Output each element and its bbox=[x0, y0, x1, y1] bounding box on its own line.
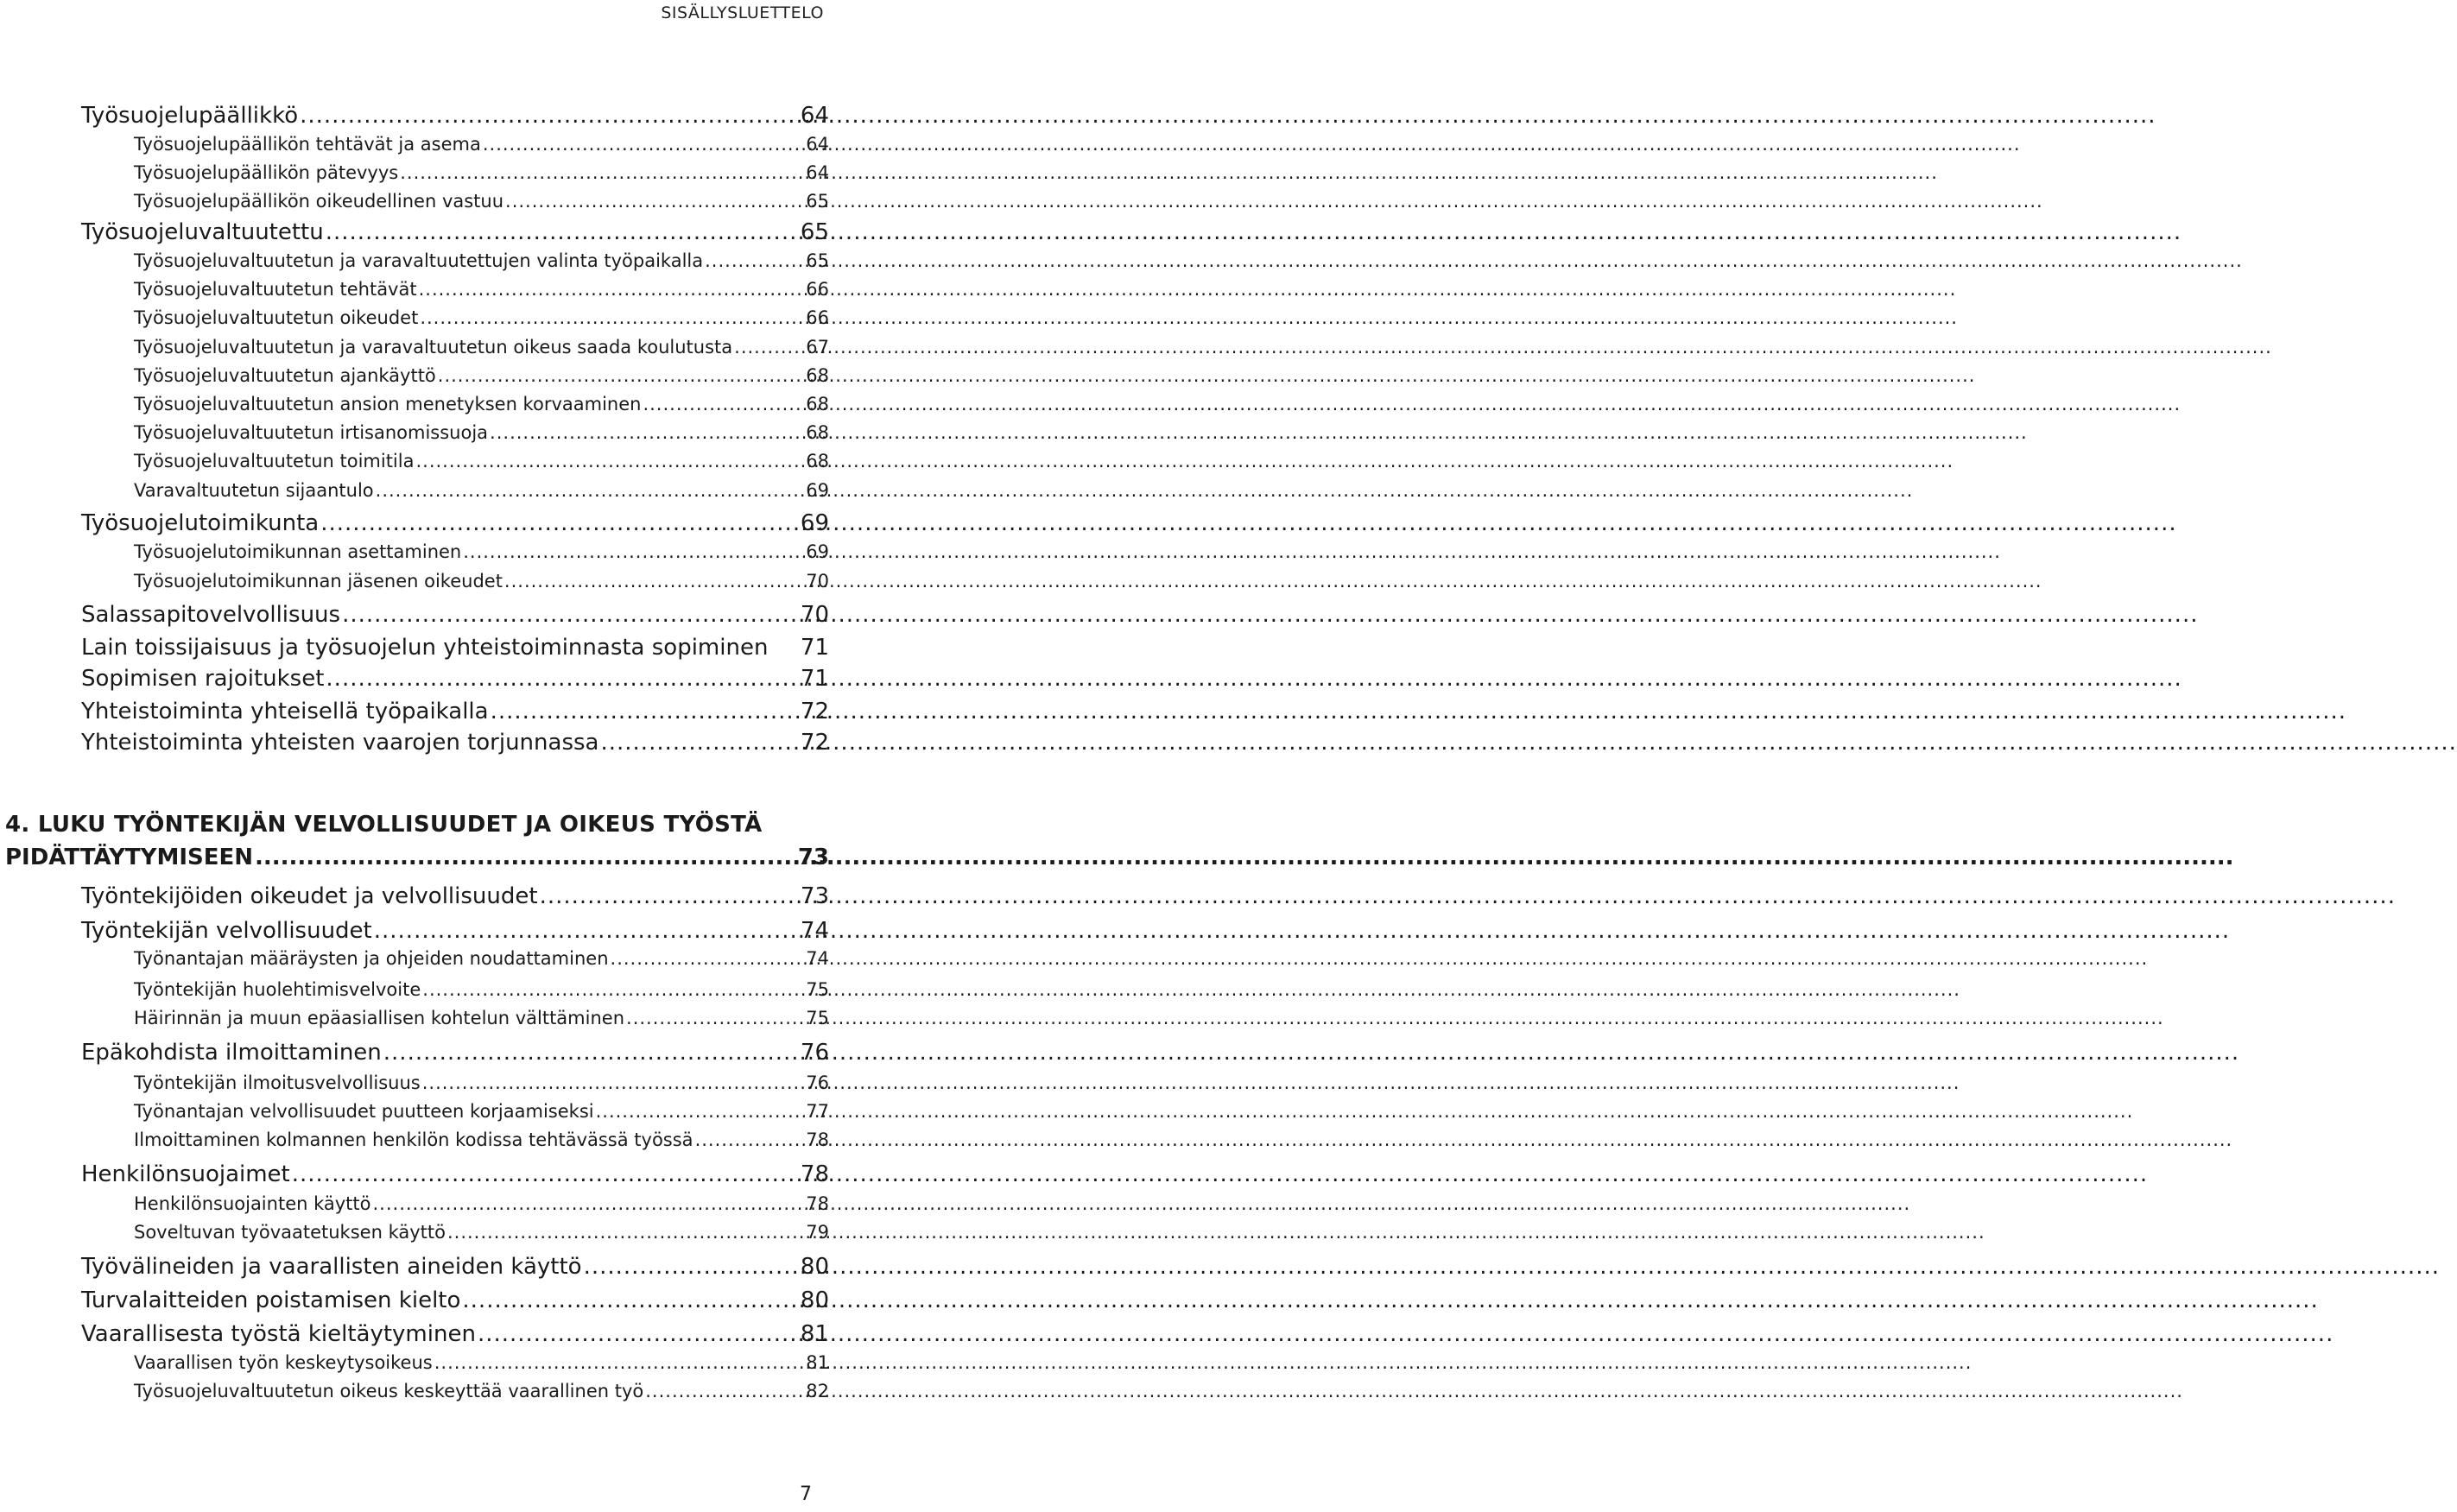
leader-dots bbox=[705, 250, 770, 271]
chapter-title-line-1: 4. LUKU TYÖNTEKIJÄN VELVOLLISUUDET JA OIKEUS TYÖSTÄ bbox=[5, 812, 763, 838]
toc-entry-page: 65 bbox=[800, 219, 829, 245]
toc-entry-page: 81 bbox=[800, 1321, 829, 1347]
leader-dots bbox=[505, 191, 770, 212]
leader-dots bbox=[596, 1101, 770, 1122]
toc-entry-title: Työsuojeluvaltuutetun tehtävät bbox=[134, 279, 417, 300]
toc-entry-title: Työntekijän ilmoitusvelvollisuus bbox=[134, 1072, 421, 1093]
leader-dots bbox=[438, 365, 770, 386]
toc-entry-title: Työntekijöiden oikeudet ja velvollisuudet bbox=[81, 883, 538, 909]
toc-entry-title: Työsuojelupäällikön oikeudellinen vastuu bbox=[134, 191, 504, 212]
toc-entry[interactable] bbox=[81, 602, 829, 628]
leader-dots bbox=[463, 541, 770, 562]
toc-entry-page: 78 bbox=[806, 1129, 829, 1150]
toc-entry-page: 69 bbox=[806, 480, 829, 501]
toc-subentry[interactable] bbox=[134, 422, 829, 443]
toc-subentry[interactable] bbox=[134, 1352, 829, 1373]
toc-entry-title: Työnantajan velvollisuudet puutteen korjaamiseksi bbox=[134, 1101, 594, 1122]
leader-dots bbox=[255, 845, 770, 870]
leader-dots bbox=[373, 1193, 771, 1214]
leader-dots bbox=[400, 162, 770, 183]
toc-entry-page: 76 bbox=[806, 1072, 829, 1093]
toc-entry-page: 79 bbox=[806, 1222, 829, 1243]
toc-entry-page: 75 bbox=[806, 1008, 829, 1028]
leader-dots bbox=[342, 602, 770, 628]
toc-entry-page: 77 bbox=[806, 1101, 829, 1122]
toc-entry-title: Työsuojeluvaltuutetun oikeus keskeyttää vaarallinen työ bbox=[134, 1381, 644, 1401]
leader-dots bbox=[584, 1254, 770, 1280]
toc-entry-title: Sopimisen rajoitukset bbox=[81, 666, 325, 692]
toc-subentry[interactable] bbox=[134, 307, 829, 328]
toc-entry-page: 64 bbox=[806, 162, 829, 183]
toc-entry-page: 78 bbox=[806, 1193, 829, 1214]
toc-entry-title: Työsuojelutoimikunta bbox=[81, 510, 320, 536]
leader-dots bbox=[376, 480, 770, 501]
toc-entry[interactable] bbox=[81, 1287, 829, 1313]
toc-entry-page: 64 bbox=[800, 103, 829, 129]
leader-dots bbox=[643, 394, 770, 414]
toc-entry-title: Työsuojelupäällikkö bbox=[81, 103, 299, 129]
leader-dots bbox=[320, 510, 770, 536]
toc-entry-title: Työsuojeluvaltuutetun toimitila bbox=[134, 451, 415, 471]
toc-entry-page: 80 bbox=[800, 1287, 829, 1313]
toc-entry[interactable] bbox=[81, 1161, 829, 1187]
toc-entry-title: Työsuojelupäällikön tehtävät ja asema bbox=[134, 134, 481, 155]
toc-entry-page: 68 bbox=[806, 451, 829, 471]
toc-entry-page: 68 bbox=[806, 365, 829, 386]
leader-dots bbox=[483, 134, 770, 155]
leader-dots bbox=[645, 1381, 770, 1401]
leader-dots bbox=[695, 1129, 770, 1150]
toc-entry-page: 74 bbox=[806, 948, 829, 969]
leader-dots bbox=[491, 699, 770, 724]
toc-subentry[interactable] bbox=[134, 1222, 829, 1243]
leader-dots bbox=[462, 1287, 770, 1313]
leader-dots bbox=[383, 1040, 770, 1066]
toc-entry-title: Työsuojelutoimikunnan jäsenen oikeudet bbox=[134, 571, 503, 592]
toc-subentry[interactable] bbox=[134, 279, 829, 300]
toc-entry-title: Häirinnän ja muun epäasiallisen kohtelun välttäminen bbox=[134, 1008, 625, 1028]
toc-entry-page: 66 bbox=[806, 279, 829, 300]
toc-entry-title: Työntekijän velvollisuudet bbox=[81, 918, 372, 944]
leader-dots bbox=[422, 979, 770, 1000]
chapter-heading bbox=[5, 812, 763, 838]
toc-entry-title: Työsuojeluvaltuutetun ja varavaltuutetun oikeus saada koulutusta bbox=[134, 337, 733, 357]
toc-entry[interactable] bbox=[81, 103, 829, 129]
toc-entry-title: Varavaltuutetun sijaantulo bbox=[134, 480, 374, 501]
toc-entry-page: 76 bbox=[800, 1040, 829, 1066]
toc-entry[interactable] bbox=[81, 635, 829, 661]
leader-dots bbox=[447, 1222, 770, 1243]
toc-entry-title: Epäkohdista ilmoittaminen bbox=[81, 1040, 382, 1066]
toc-entry-title: Työsuojelutoimikunnan asettaminen bbox=[134, 541, 462, 562]
toc-entry-page: 72 bbox=[800, 699, 829, 724]
toc-subentry[interactable] bbox=[134, 979, 829, 1000]
toc-subentry[interactable] bbox=[134, 480, 829, 501]
toc-subentry[interactable] bbox=[134, 1072, 829, 1093]
leader-dots bbox=[292, 1161, 770, 1187]
toc-entry-page: 71 bbox=[800, 666, 829, 692]
toc-subentry[interactable] bbox=[134, 1101, 829, 1122]
toc-entry-page: 73 bbox=[800, 883, 829, 909]
running-header: SISÄLLYSLUETTELO bbox=[661, 3, 824, 22]
chapter-page: 73 bbox=[797, 845, 829, 870]
toc-entry-page: 80 bbox=[800, 1254, 829, 1280]
leader-dots bbox=[626, 1008, 770, 1028]
toc-subentry[interactable] bbox=[134, 162, 829, 183]
toc-entry-title: Yhteistoiminta yhteisellä työpaikalla bbox=[81, 699, 489, 724]
toc-subentry[interactable] bbox=[134, 1008, 829, 1028]
toc-entry[interactable] bbox=[81, 219, 829, 245]
toc-entry-page: 65 bbox=[806, 191, 829, 212]
leader-dots bbox=[422, 1072, 770, 1093]
toc-entry-page: 69 bbox=[806, 541, 829, 562]
toc-entry-title: Työsuojelupäällikön pätevyys bbox=[134, 162, 399, 183]
toc-subentry[interactable] bbox=[134, 451, 829, 471]
toc-entry-title: Ilmoittaminen kolmannen henkilön kodissa tehtävässä työssä bbox=[134, 1129, 693, 1150]
toc-entry-title: Työvälineiden ja vaarallisten aineiden käyttö bbox=[81, 1254, 582, 1280]
toc-entry-title: Yhteistoiminta yhteisten vaarojen torjunnassa bbox=[81, 730, 599, 756]
toc-entry[interactable] bbox=[81, 699, 829, 724]
toc-entry-page: 66 bbox=[806, 307, 829, 328]
toc-entry-page: 78 bbox=[800, 1161, 829, 1187]
toc-entry-title: Henkilönsuojaimet bbox=[81, 1161, 290, 1187]
toc-entry-page: 71 bbox=[800, 635, 829, 661]
toc-entry-page: 69 bbox=[800, 510, 829, 536]
toc-entry-page: 75 bbox=[806, 979, 829, 1000]
toc-entry-page: 82 bbox=[806, 1381, 829, 1401]
toc-entry[interactable] bbox=[81, 730, 829, 756]
toc-entry-title: Työsuojeluvaltuutetun ja varavaltuutettujen valinta työpaikalla bbox=[134, 250, 704, 271]
toc-subentry[interactable] bbox=[134, 1129, 829, 1150]
leader-dots bbox=[434, 1352, 770, 1373]
toc-subentry[interactable] bbox=[134, 337, 829, 357]
toc-entry-title: Työnantajan määräysten ja ohjeiden noudattaminen bbox=[134, 948, 609, 969]
leader-dots bbox=[478, 1321, 770, 1347]
leader-dots bbox=[540, 883, 770, 909]
toc-entry[interactable] bbox=[81, 510, 829, 536]
leader-dots bbox=[504, 571, 770, 592]
toc-entry-title: Salassapitovelvollisuus bbox=[81, 602, 341, 628]
toc-entry-page: 81 bbox=[806, 1352, 829, 1373]
toc-entry-title: Työsuojeluvaltuutettu bbox=[81, 219, 324, 245]
toc-entry-title: Lain toissijaisuus ja työsuojelun yhteistoiminnasta sopiminen bbox=[81, 635, 769, 661]
toc-subentry[interactable] bbox=[134, 134, 829, 155]
leader-dots bbox=[420, 307, 770, 328]
toc-entry-title: Vaarallisesta työstä kieltäytyminen bbox=[81, 1321, 476, 1347]
leader-dots bbox=[769, 635, 770, 661]
toc-subentry[interactable] bbox=[134, 948, 829, 969]
toc-entry-title: Turvalaitteiden poistamisen kielto bbox=[81, 1287, 461, 1313]
toc-entry-page: 74 bbox=[800, 918, 829, 944]
toc-subentry[interactable] bbox=[134, 541, 829, 562]
leader-dots bbox=[300, 103, 770, 129]
toc-subentry[interactable] bbox=[134, 191, 829, 212]
toc-subentry[interactable] bbox=[134, 571, 829, 592]
chapter-title-line-2: PIDÄTTÄYTYMISEEN bbox=[5, 845, 254, 870]
toc-entry-page: 65 bbox=[806, 250, 829, 271]
toc-entry-page: 68 bbox=[806, 422, 829, 443]
toc-entry[interactable] bbox=[81, 1321, 829, 1347]
toc-entry-title: Työsuojeluvaltuutetun ajankäyttö bbox=[134, 365, 436, 386]
toc-entry[interactable] bbox=[81, 883, 829, 909]
toc-entry[interactable] bbox=[81, 666, 829, 692]
toc-entry-page: 72 bbox=[800, 730, 829, 756]
toc-entry-page: 67 bbox=[806, 337, 829, 357]
toc-entry-title: Työntekijän huolehtimisvelvoite bbox=[134, 979, 421, 1000]
leader-dots bbox=[490, 422, 770, 443]
toc-entry-page: 68 bbox=[806, 394, 829, 414]
toc-entry-page: 70 bbox=[800, 602, 829, 628]
toc-entry-title: Työsuojeluvaltuutetun irtisanomissuoja bbox=[134, 422, 489, 443]
toc-subentry[interactable] bbox=[134, 250, 829, 271]
toc-subentry[interactable] bbox=[134, 1193, 829, 1214]
page-number: 7 bbox=[800, 1484, 812, 1505]
leader-dots bbox=[326, 219, 770, 245]
toc-entry[interactable] bbox=[81, 918, 829, 944]
toc-entry[interactable] bbox=[81, 1040, 829, 1066]
leader-dots bbox=[415, 451, 770, 471]
toc-entry-title: Vaarallisen työn keskeytysoikeus bbox=[134, 1352, 433, 1373]
toc-subentry[interactable] bbox=[134, 394, 829, 414]
toc-entry-title: Henkilönsuojainten käyttö bbox=[134, 1193, 371, 1214]
toc-subentry[interactable] bbox=[134, 365, 829, 386]
leader-dots bbox=[600, 730, 770, 756]
toc-entry-title: Soveltuvan työvaatetuksen käyttö bbox=[134, 1222, 446, 1243]
leader-dots bbox=[374, 918, 770, 944]
leader-dots bbox=[734, 337, 770, 357]
chapter-entry[interactable] bbox=[5, 845, 829, 870]
leader-dots bbox=[419, 279, 770, 300]
toc-entry[interactable] bbox=[81, 1254, 829, 1280]
toc-entry-page: 70 bbox=[806, 571, 829, 592]
toc-entry-page: 64 bbox=[806, 134, 829, 155]
toc-subentry[interactable] bbox=[134, 1381, 829, 1401]
leader-dots bbox=[326, 666, 770, 692]
toc-entry-title: Työsuojeluvaltuutetun oikeudet bbox=[134, 307, 419, 328]
toc-entry-title: Työsuojeluvaltuutetun ansion menetyksen korvaaminen bbox=[134, 394, 642, 414]
leader-dots bbox=[611, 948, 770, 969]
